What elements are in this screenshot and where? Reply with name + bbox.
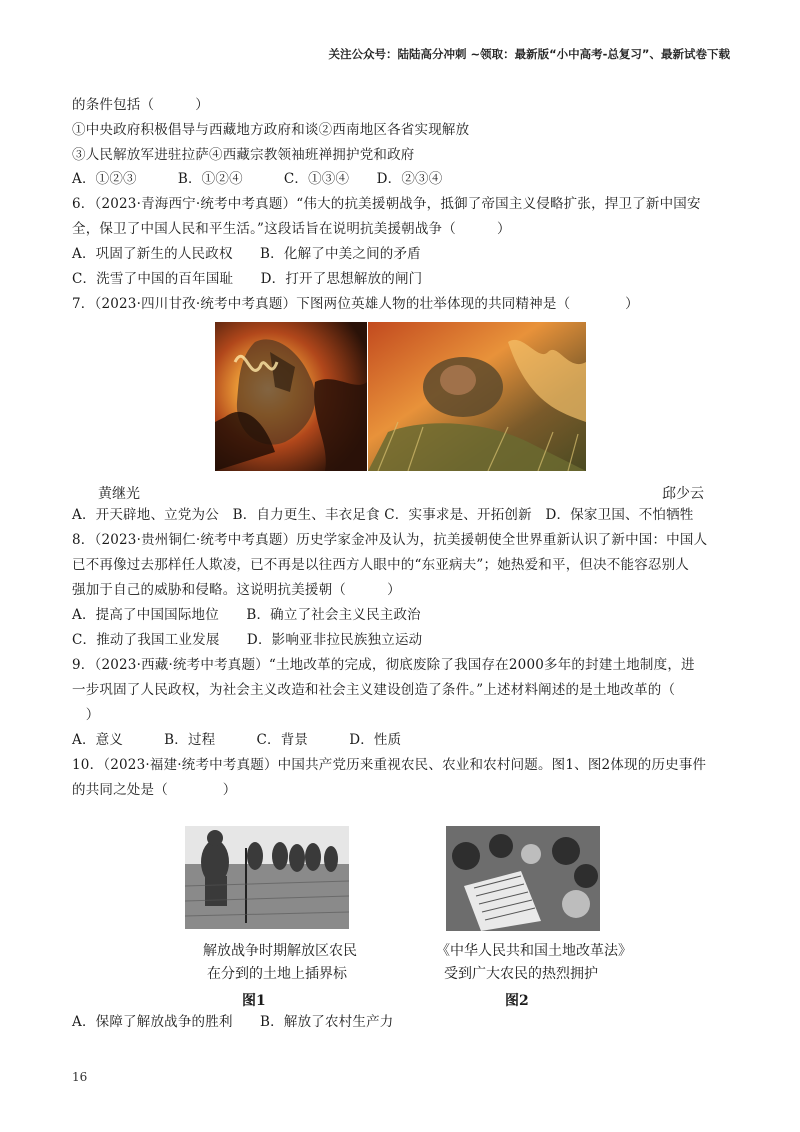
text-line: A．巩固了新生的人民政权 B．化解了中美之间的矛盾: [72, 246, 421, 262]
text-line: 一步巩固了人民政权，为社会主义改造和社会主义建设创造了条件。”上述材料阐述的是土地改革的（: [72, 682, 676, 698]
figure-2-caption-line1: 《中华人民共和国土地改革法》: [436, 943, 632, 959]
text-line: 9．（2023·西藏·统考中考真题）“土地改革的完成，彻底废除了我国存在2000多年的封建土地制度，进: [72, 657, 695, 673]
text-line: 6．（2023·青海西宁·统考中考真题）“伟大的抗美援朝战争，抵御了帝国主义侵略扩张，捍卫了新中国安: [72, 196, 701, 212]
figure-2-caption-line2: 受到广大农民的热烈拥护: [444, 966, 598, 982]
text-line: A．①②③ B．①②④ C．①③④ D．②③④: [72, 171, 443, 187]
text-line: 已不再像过去那样任人欺凌，已不再是以往西方人眼中的“东亚病夫”；她热爱和平，但决不能容忍别人: [72, 557, 690, 573]
photo-huang-jiguang: [215, 322, 367, 471]
figure-2-label: 图2: [505, 993, 529, 1009]
caption-huang-jiguang: 黄继光: [98, 486, 140, 502]
photo-figure-2: [446, 826, 600, 931]
text-line: 8．（2023·贵州铜仁·统考中考真题）历史学家金冲及认为，抗美援朝使全世界重新认识了新中国：中国人: [72, 532, 708, 548]
text-line: C．洗雪了中国的百年国耻 D．打开了思想解放的闸门: [72, 271, 423, 287]
figure-1-caption-line1: 解放战争时期解放区农民: [203, 943, 357, 959]
text-line: 的共同之处是（ ）: [72, 782, 237, 798]
page-number: 16: [72, 1070, 88, 1084]
photo-qiu-shaoyun: [368, 322, 586, 471]
text-line: 强加于自己的威胁和侵略。这说明抗美援朝（ ）: [72, 582, 401, 598]
text-line: 全，保卫了中国人民和平生活。”这段话旨在说明抗美援朝战争（ ）: [72, 221, 511, 237]
text-line: A．意义 B．过程 C．背景 D．性质: [72, 732, 402, 748]
figure-1-caption-line2: 在分到的土地上插界标: [207, 966, 347, 982]
caption-qiu-shaoyun: 邱少云: [662, 486, 704, 502]
text-line: ③人民解放军进驻拉萨④西藏宗教领袖班禅拥护党和政府: [72, 147, 415, 163]
photo-figure-1: [185, 826, 349, 929]
q10-options: A．保障了解放战争的胜利 B．解放了农村生产力: [72, 1014, 394, 1030]
text-line: 10．（2023·福建·统考中考真题）中国共产党历来重视农民、农业和农村问题。图1、图2体现的历史事件: [72, 757, 707, 773]
text-line: C．推动了我国工业发展 D．影响亚非拉民族独立运动: [72, 632, 423, 648]
text-line: A．提高了中国国际地位 B．确立了社会主义民主政治: [72, 607, 421, 623]
page-header-note: 关注公众号：陆陆高分冲刺 ~领取：最新版“小中高考-总复习”、最新试卷下载: [328, 47, 730, 61]
text-line: ）: [72, 707, 100, 723]
text-line: 7．（2023·四川甘孜·统考中考真题）下图两位英雄人物的壮举体现的共同精神是（ ）: [72, 296, 639, 312]
text-line: ①中央政府积极倡导与西藏地方政府和谈②西南地区各省实现解放: [72, 122, 470, 138]
text-line: 的条件包括（ ）: [72, 97, 209, 113]
figure-1-label: 图1: [242, 993, 266, 1009]
text-line: A．开天辟地、立党为公 B．自力更生、丰衣足食 C．实事求是、开拓创新 D．保家卫国、不怕牺牲: [72, 507, 694, 523]
